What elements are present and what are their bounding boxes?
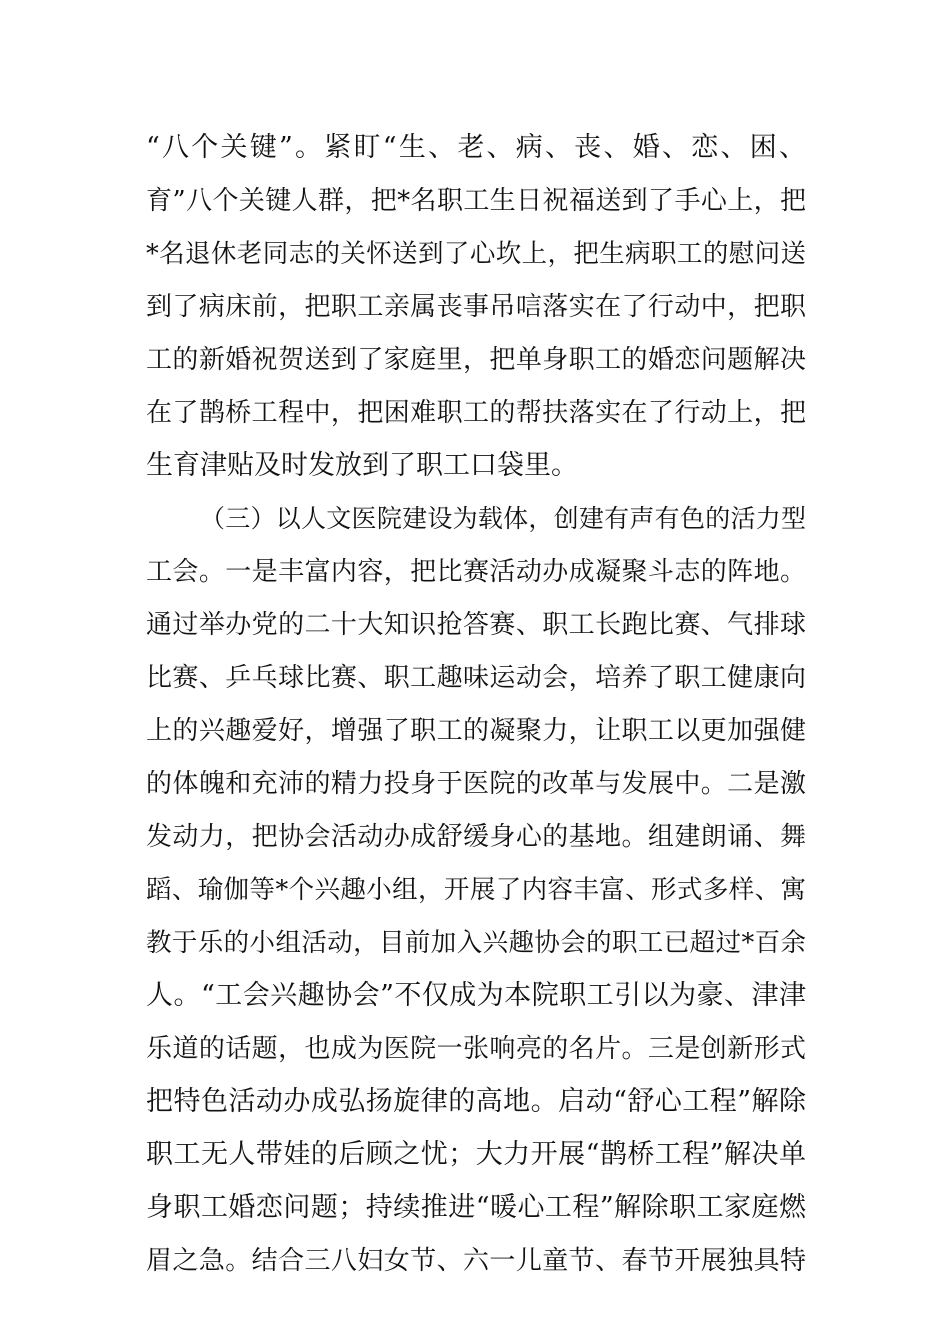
text-line: 身职工婚恋问题；持续推进“暖心工程”解除职工家庭燃 [146,1192,806,1223]
text-line: 通过举办党的二十大知识抢答赛、职工长跑比赛、气排球 [146,610,806,640]
text-line: 到了病床前，把职工亲属丧事吊唁落实在了行动中，把职 [146,292,806,322]
text-line: 的体魄和充沛的精力投身于医院的改革与发展中。二是激 [146,769,806,799]
text-line: 在了鹊桥工程中，把困难职工的帮扶落实在了行动上，把 [146,398,806,428]
text-line: 蹈、瑜伽等*个兴趣小组，开展了内容丰富、形式多样、寓 [146,875,806,905]
text-line: 人。“工会兴趣协会”不仅成为本院职工引以为豪、津津 [146,980,806,1011]
text-line: 职工无人带娃的后顾之忧；大力开展“鹊桥工程”解决单 [146,1139,806,1170]
text-line: 工会。一是丰富内容，把比赛活动办成凝聚斗志的阵地。 [146,557,806,587]
text-line: 育”八个关键人群，把*名职工生日祝福送到了手心上，把 [146,186,806,216]
text-line: “八个关键”。紧盯“生、老、病、丧、婚、恋、困、 [146,132,806,163]
text-line: 眉之急。结合三八妇女节、六一儿童节、春节开展独具特 [146,1246,806,1276]
text-line: 上的兴趣爱好，增强了职工的凝聚力，让职工以更加强健 [146,716,806,746]
section-heading-line: （三）以人文医院建设为载体，创建有声有色的活力型 [200,504,806,533]
text-line: 生育津贴及时发放到了职工口袋里。 [146,450,578,481]
text-line: 比赛、乒乓球比赛、职工趣味运动会，培养了职工健康向 [146,663,806,693]
text-line: *名退休老同志的关怀送到了心坎上，把生病职工的慰问送 [146,239,806,269]
text-line: 工的新婚祝贺送到了家庭里，把单身职工的婚恋问题解决 [146,345,806,375]
text-line: 把特色活动办成弘扬旋律的高地。启动“舒心工程”解除 [146,1086,806,1117]
text-line: 发动力，把协会活动办成舒缓身心的基地。组建朗诵、舞 [146,822,806,852]
text-line: 乐道的话题，也成为医院一张响亮的名片。三是创新形式 [146,1034,806,1064]
text-line: 教于乐的小组活动，目前加入兴趣协会的职工已超过*百余 [146,928,806,958]
